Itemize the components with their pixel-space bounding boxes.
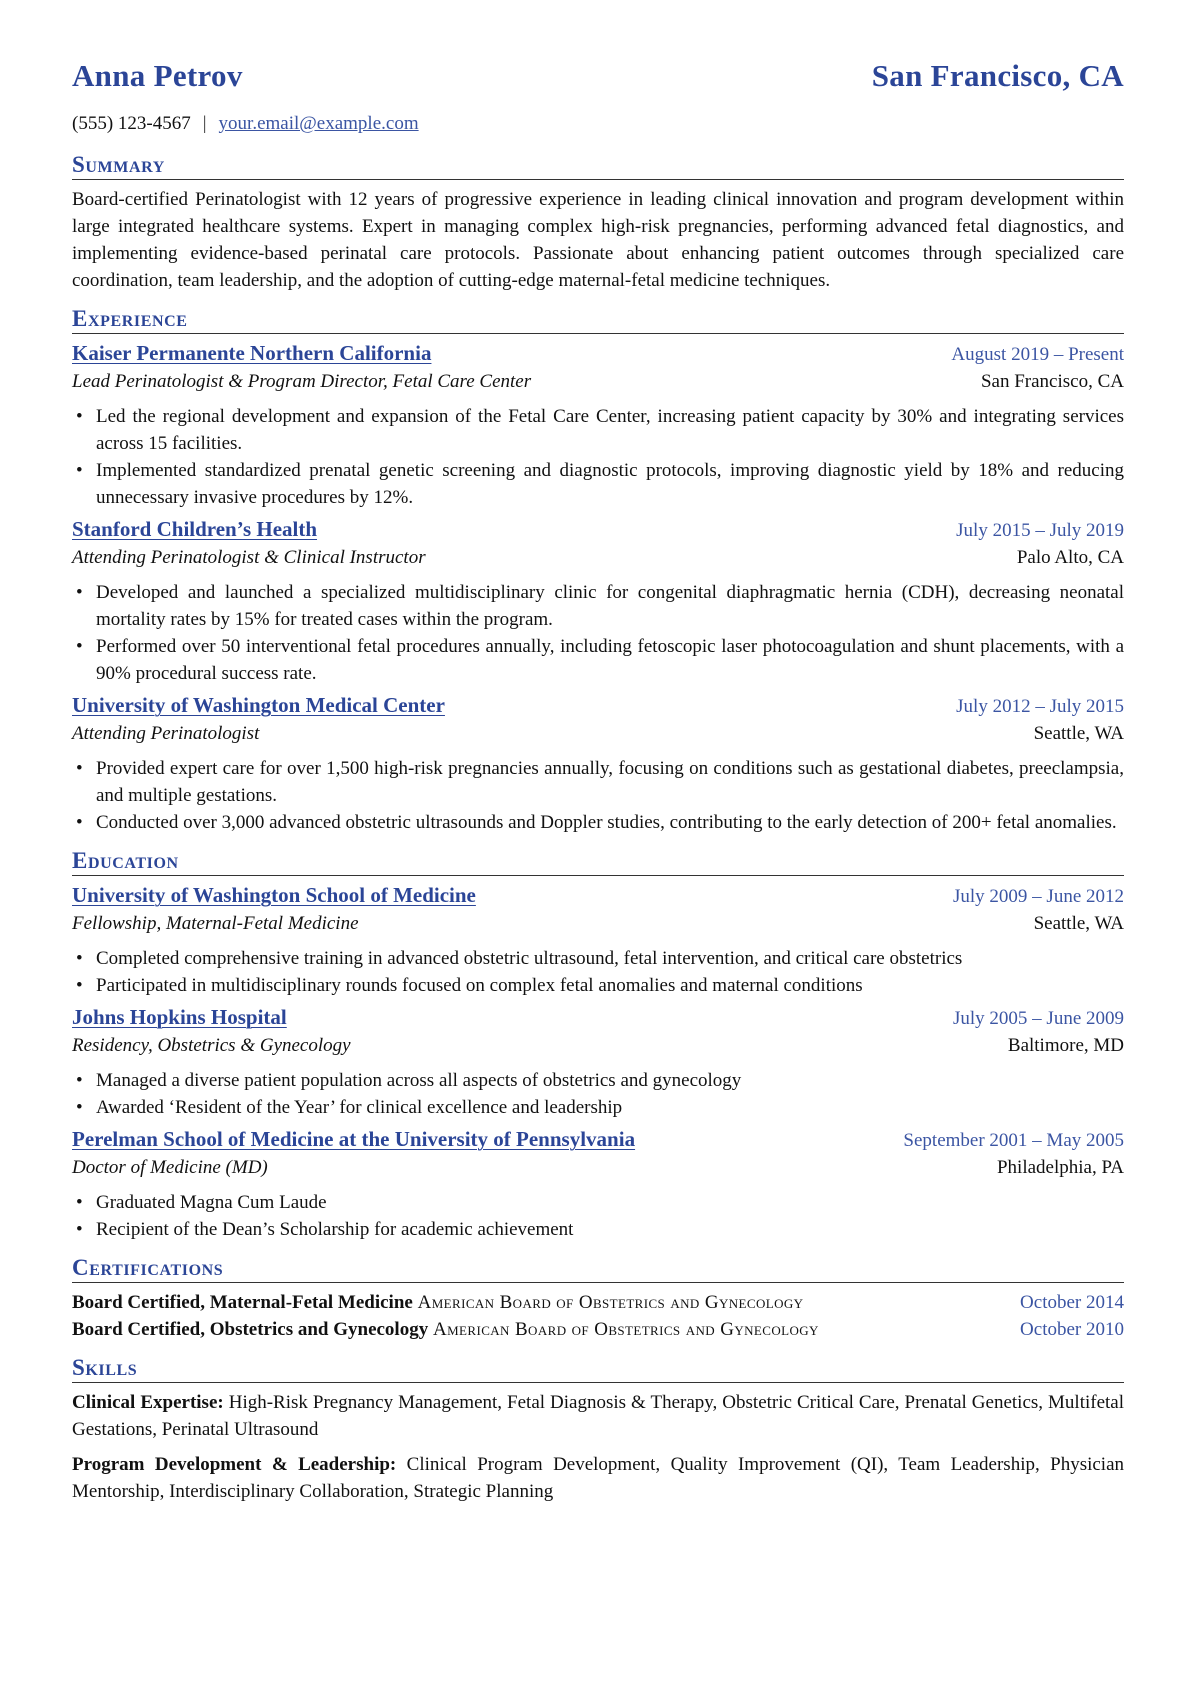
education-dates: September 2001 – May 2005 (903, 1130, 1124, 1151)
contact-separator: | (202, 113, 207, 134)
education-dates: July 2005 – June 2009 (953, 1008, 1124, 1029)
employer-link[interactable]: Kaiser Permanente Northern California (72, 341, 432, 365)
program-title: Residency, Obstetrics & Gynecology (72, 1035, 351, 1056)
education-detail-list (72, 1067, 1124, 1121)
program-title: Doctor of Medicine (MD) (72, 1157, 268, 1178)
education-detail-item: • Awarded ‘Resident of the Year’ for clinical excellence and leadership (96, 1094, 1124, 1121)
certification-date: October 2014 (1020, 1292, 1124, 1313)
education-detail-list (72, 1189, 1124, 1243)
certification-date: October 2010 (1020, 1319, 1124, 1340)
education-entry (72, 1126, 1124, 1243)
education-detail-item: • Recipient of the Dean’s Scholarship for academic achievement (96, 1216, 1124, 1243)
skills-heading: Skills (72, 1355, 1124, 1383)
achievement-item: • Developed and launched a specialized multidisciplinary clinic for congenital diaphragmatic hernia (CDH), decreasing neonatal mortality rates by 15% for treated cases within the program. (96, 579, 1124, 633)
achievement-list (72, 755, 1124, 836)
education-dates: July 2009 – June 2012 (953, 886, 1124, 907)
certification-item (72, 1289, 1124, 1316)
institution-link[interactable]: University of Washington School of Medicine (72, 883, 476, 907)
job-location: Palo Alto, CA (1016, 547, 1124, 568)
contact-line (72, 110, 1124, 140)
education-detail-item: • Graduated Magna Cum Laude (96, 1189, 1124, 1216)
education-entry (72, 1004, 1124, 1121)
employer-link[interactable]: Stanford Children’s Health (72, 517, 318, 541)
employer-link[interactable]: University of Washington Medical Center (72, 693, 445, 717)
phone-number: (555) 123-4567 (72, 113, 191, 134)
education-entry (72, 882, 1124, 999)
job-title: Attending Perinatologist (72, 723, 260, 744)
experience-entry (72, 692, 1124, 836)
institution-link[interactable]: Johns Hopkins Hospital (72, 1005, 287, 1029)
candidate-location: San Francisco, CA (871, 58, 1124, 93)
job-title: Attending Perinatologist & Clinical Instructor (72, 547, 426, 568)
institution-location: Baltimore, MD (1007, 1035, 1124, 1056)
institution-link[interactable]: Perelman School of Medicine at the University of Pennsylvania (72, 1127, 636, 1151)
certification-name: Board Certified, Maternal-Fetal Medicine (72, 1292, 413, 1313)
achievement-item: • Conducted over 3,000 advanced obstetric ultrasounds and Doppler studies, contributing to the early detection of 200+ fetal anomalies. (96, 809, 1124, 836)
certifications-heading: Certifications (72, 1255, 1124, 1283)
skill-group-text: High-Risk Pregnancy Management, Fetal Diagnosis & Therapy, Obstetric Critical Care, Prenatal Genetics, Multifetal Gestations, Perinatal Ultrasound (72, 1392, 1125, 1440)
certifying-board: American Board of Obstetrics and Gynecology (432, 1319, 819, 1340)
skill-group (72, 1451, 1124, 1505)
achievement-item: • Implemented standardized prenatal genetic screening and diagnostic protocols, improving diagnostic yield by 18% and reducing unnecessary invasive procedures by 12%. (96, 457, 1124, 511)
skill-group (72, 1389, 1124, 1443)
skill-group-label: Program Development & Leadership: (72, 1454, 397, 1475)
employment-dates: August 2019 – Present (951, 344, 1124, 365)
achievement-list (72, 403, 1124, 511)
education-detail-list (72, 945, 1124, 999)
employment-dates: July 2012 – July 2015 (956, 696, 1124, 717)
education-detail-item: • Completed comprehensive training in advanced obstetric ultrasound, fetal intervention, and critical care obstetrics (96, 945, 1124, 972)
education-detail-item: • Participated in multidisciplinary rounds focused on complex fetal anomalies and maternal conditions (96, 972, 1124, 999)
experience-entry (72, 516, 1124, 687)
achievement-item: • Led the regional development and expansion of the Fetal Care Center, increasing patient capacity by 30% and integrating services across 15 facilities. (96, 403, 1124, 457)
resume-header (72, 58, 1124, 106)
experience-entry (72, 340, 1124, 511)
skill-group-text: Clinical Program Development, Quality Improvement (QI), Team Leadership, Physician Mentorship, Interdisciplinary Collaboration, Strategic Planning (72, 1454, 1125, 1502)
job-title: Lead Perinatologist & Program Director, Fetal Care Center (72, 371, 532, 392)
certification-item (72, 1316, 1124, 1343)
summary-text: Board-certified Perinatologist with 12 years of progressive experience in leading clinical innovation and program development within large integrated healthcare systems. Expert in managing complex high-risk pregnancies, performing advanced fetal diagnostics, and implementing evidence-based perinatal care protocols. Passionate about enhancing patient outcomes through specialized care coordination, team leadership, and the adoption of cutting-edge maternal-fetal medicine techniques. (72, 189, 1124, 291)
program-title: Fellowship, Maternal-Fetal Medicine (72, 913, 359, 934)
summary-heading: Summary (72, 152, 1124, 180)
candidate-name: Anna Petrov (72, 58, 243, 93)
employment-dates: July 2015 – July 2019 (956, 520, 1124, 541)
institution-location: Philadelphia, PA (996, 1157, 1124, 1178)
job-location: San Francisco, CA (980, 371, 1124, 392)
certification-name: Board Certified, Obstetrics and Gynecology (72, 1319, 429, 1340)
achievement-item: • Performed over 50 interventional fetal procedures annually, including fetoscopic laser photocoagulation and shunt placements, with a 90% procedural success rate. (96, 633, 1124, 687)
experience-heading: Experience (72, 306, 1124, 334)
job-location: Seattle, WA (1033, 723, 1124, 744)
education-detail-item: • Managed a diverse patient population across all aspects of obstetrics and gynecology (96, 1067, 1124, 1094)
achievement-list (72, 579, 1124, 687)
skill-group-label: Clinical Expertise: (72, 1392, 224, 1413)
certifying-board: American Board of Obstetrics and Gynecology (417, 1292, 804, 1313)
institution-location: Seattle, WA (1033, 913, 1124, 934)
achievement-item: • Provided expert care for over 1,500 high-risk pregnancies annually, focusing on conditions such as gestational diabetes, preeclampsia, and multiple gestations. (96, 755, 1124, 809)
education-heading: Education (72, 848, 1124, 876)
email-link[interactable]: your.email@example.com (218, 113, 419, 134)
